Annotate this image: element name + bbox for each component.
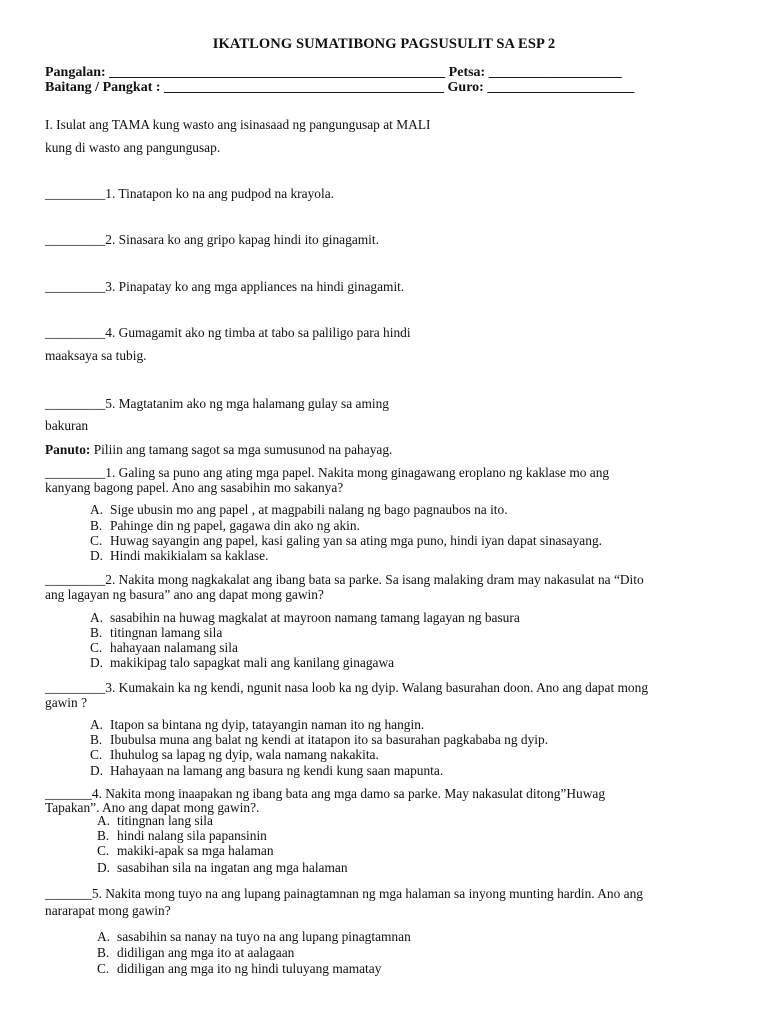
option-text: Pahinge din ng papel, gagawa din ako ng akin. xyxy=(110,518,360,533)
option-text: makiki-apak sa mga halaman xyxy=(117,843,274,858)
option-text: titingnan lang sila xyxy=(117,813,213,828)
option-letter: A. xyxy=(90,610,104,625)
tf-item-3: _________3. Pinapatay ko ang mga appliances na hindi ginagamit. xyxy=(45,279,405,294)
option-text: Hahayaan na lamang ang basura ng kendi kung saan mapunta. xyxy=(110,763,444,778)
option-letter: A. xyxy=(97,813,111,828)
panuto-line xyxy=(45,442,392,458)
option-letter: D. xyxy=(90,655,104,670)
option-letter: B. xyxy=(90,625,103,640)
mc-question-2-line1: _________2. Nakita mong nagkakalat ang ibang bata sa parke. Sa isang malaking dram may nakasulat na “Dito xyxy=(45,572,644,587)
option-text: hahayaan nalamang sila xyxy=(110,640,238,655)
option-letter: C. xyxy=(90,640,103,655)
mc-option xyxy=(97,945,294,961)
option-text: hindi nalang sila papansinin xyxy=(117,828,267,843)
option-letter: D. xyxy=(97,860,111,875)
tf-item-5: _________5. Magtatanim ako ng mga halamang gulay sa aming xyxy=(45,396,389,411)
option-letter: C. xyxy=(90,747,103,762)
mc-option xyxy=(90,548,268,564)
tf-item-2: _________2. Sinasara ko ang gripo kapag hindi ito ginagamit. xyxy=(45,232,379,247)
mc-question-1-line2: kanyang bagong papel. Ano ang sasabihin mo sakanya? xyxy=(45,480,344,495)
option-text: Huwag sayangin ang papel, kasi galing yan sa ating mga puno, hindi iyan dapat sinasayang. xyxy=(110,533,602,548)
option-text: titingnan lamang sila xyxy=(110,625,223,640)
part1-instruction-line1: I. Isulat ang TAMA kung wasto ang isinasaad ng pangungusap at MALI xyxy=(45,117,431,132)
mc-question-5-line2: nararapat mong gawin? xyxy=(45,903,171,918)
mc-option xyxy=(90,518,360,534)
panuto-text: Piliin ang tamang sagot sa mga sumusunod na pahayag. xyxy=(90,442,393,457)
option-letter: B. xyxy=(90,732,103,747)
option-text: Hindi makikialam sa kaklase. xyxy=(110,548,269,563)
option-text: didiligan ang mga ito ng hindi tuluyang mamatay xyxy=(117,961,382,976)
tf-item-5-cont: bakuran xyxy=(45,418,89,433)
mc-option xyxy=(90,502,508,518)
mc-option xyxy=(90,625,222,641)
mc-option xyxy=(97,843,274,859)
mc-question-5-line1: _______5. Nakita mong tuyo na ang lupang painagtamnan ng mga halaman sa inyong munting hardin. Ano ang xyxy=(45,886,644,901)
option-letter: D. xyxy=(90,763,104,778)
option-letter: D. xyxy=(90,548,104,563)
header-grade-teacher-line: Baitang / Pangkat : ________________________________________ Guro: _____________________ xyxy=(45,80,635,95)
part1-instruction-line2: kung di wasto ang pangungusap. xyxy=(45,140,221,155)
mc-option xyxy=(97,813,213,829)
option-letter: A. xyxy=(97,929,111,944)
mc-option xyxy=(90,655,394,671)
mc-option xyxy=(97,961,381,977)
mc-question-3-line1: _________3. Kumakain ka ng kendi, ngunit nasa loob ka ng dyip. Walang basurahan doon. Ano ang dapat mong xyxy=(45,680,649,695)
tf-item-4: _________4. Gumagamit ako ng timba at tabo sa paliligo para hindi xyxy=(45,325,411,340)
mc-option xyxy=(90,763,443,779)
mc-option xyxy=(97,860,348,876)
mc-option xyxy=(90,640,238,656)
option-text: didiligan ang mga ito at aalagaan xyxy=(117,945,295,960)
option-text: Ibubulsa muna ang balat ng kendi at itatapon ito sa basurahan pagkababa ng dyip. xyxy=(110,732,549,747)
option-text: sasabihin sa nanay na tuyo na ang lupang pinagtamnan xyxy=(117,929,411,944)
option-text: Itapon sa bintana ng dyip, tatayangin naman ito ng hangin. xyxy=(110,717,425,732)
mc-option xyxy=(97,828,267,844)
mc-question-4-line2: Tapakan”. Ano ang dapat mong gawin?. xyxy=(45,800,260,815)
option-letter: A. xyxy=(90,717,104,732)
mc-question-4-line1: _______4. Nakita mong inaapakan ng ibang bata ang mga damo sa parke. May nakasulat ditong”Huwag xyxy=(45,786,606,801)
option-letter: B. xyxy=(97,945,110,960)
mc-option xyxy=(90,610,520,626)
tf-item-1: _________1. Tinatapon ko na ang pudpod na krayola. xyxy=(45,186,334,201)
mc-question-1-line1: _________1. Galing sa puno ang ating mga papel. Nakita mong ginagawang eroplano ng kaklase mo ang xyxy=(45,465,610,480)
option-text: sasabihin na huwag magkalat at mayroon namang tamang lagayan ng basura xyxy=(110,610,520,625)
mc-question-2-line2: ang lagayan ng basura” ano ang dapat mong gawin? xyxy=(45,587,324,602)
page-title: IKATLONG SUMATIBONG PAGSUSULIT SA ESP 2 xyxy=(212,36,556,52)
tf-item-4-cont: maaksaya sa tubig. xyxy=(45,348,147,363)
mc-option xyxy=(97,929,411,945)
panuto-label: Panuto: xyxy=(45,442,91,457)
option-letter: A. xyxy=(90,502,104,517)
mc-option xyxy=(90,533,602,549)
option-letter: C. xyxy=(97,843,110,858)
option-letter: C. xyxy=(90,533,103,548)
mc-question-3-line2: gawin ? xyxy=(45,695,88,710)
mc-option xyxy=(90,732,548,748)
mc-option xyxy=(90,747,379,763)
header-name-date-line: Pangalan: ________________________________________________ Petsa: ___________________ xyxy=(45,65,622,80)
option-text: makikipag talo sapagkat mali ang kanilang ginagawa xyxy=(110,655,395,670)
option-text: Sige ubusin mo ang papel , at magpabili nalang ng bago pagnaubos na ito. xyxy=(110,502,508,517)
option-text: Ihuhulog sa lapag ng dyip, wala namang nakakita. xyxy=(110,747,379,762)
mc-option xyxy=(90,717,424,733)
option-text: sasabihan sila na ingatan ang mga halaman xyxy=(117,860,348,875)
option-letter: C. xyxy=(97,961,110,976)
option-letter: B. xyxy=(97,828,110,843)
option-letter: B. xyxy=(90,518,103,533)
